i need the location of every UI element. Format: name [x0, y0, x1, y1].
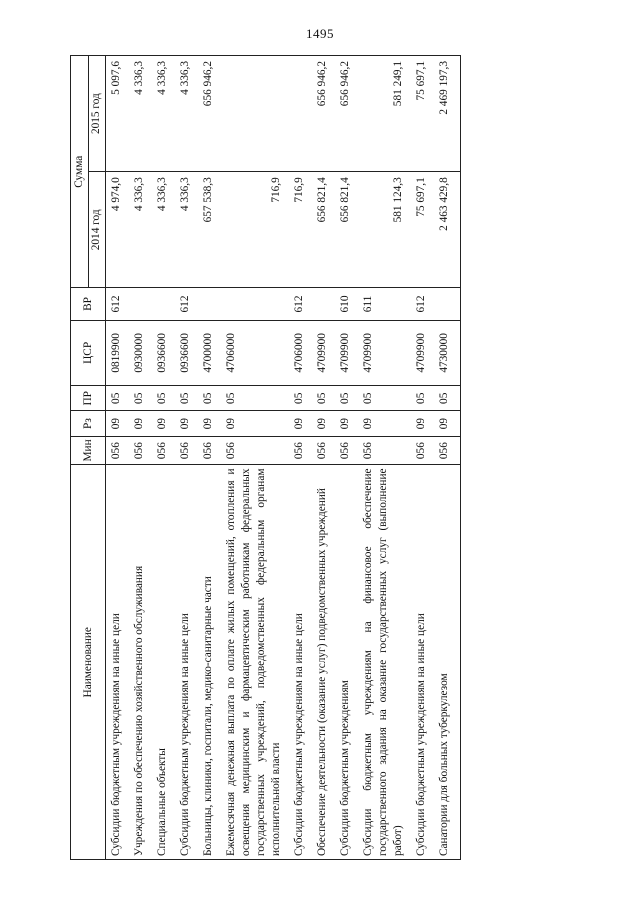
cell-vr: 612	[106, 288, 133, 320]
cell-csr: 0936600	[155, 320, 178, 386]
cell-pr: 05	[338, 386, 361, 411]
cell-csr: 4709900	[361, 320, 414, 386]
cell-sum-2015: 75 697,1	[414, 56, 437, 172]
cell-vr: 611	[361, 288, 414, 320]
cell-rz: 09	[155, 411, 178, 436]
cell-rz: 09	[224, 411, 292, 436]
cell-vr	[132, 288, 155, 320]
cell-rz: 09	[178, 411, 201, 436]
page-number: 1495	[306, 26, 334, 41]
cell-vr	[315, 288, 338, 320]
cell-name: Обеспечение деятельности (оказание услуг) подведомственных учреждений	[315, 465, 338, 860]
cell-min: 056	[292, 436, 315, 465]
cell-name: Ежемесячная денежная выплата по оплате жилых помещений, отопления и освещения медицинским и фармацевтическим работникам федеральных государственных учреждений, подведомственных федеральным органам исполнительной власти	[224, 465, 292, 860]
cell-rz: 09	[292, 411, 315, 436]
cell-min: 056	[315, 436, 338, 465]
cell-csr: 4730000	[437, 320, 461, 386]
cell-csr: 4709900	[414, 320, 437, 386]
cell-sum-2015: 656 946,2	[315, 56, 338, 172]
cell-sum-2015: 4 336,3	[155, 56, 178, 172]
cell-sum-2014: 4 336,3	[178, 172, 201, 288]
budget-table	[70, 55, 461, 860]
cell-sum-2014: 4 974,0	[106, 172, 133, 288]
cell-sum-2015: 656 946,2	[338, 56, 361, 172]
cell-pr: 05	[437, 386, 461, 411]
cell-sum-2014: 4 336,3	[155, 172, 178, 288]
header-min: Мин	[71, 436, 106, 465]
cell-name: Санатории для больных туберкулезом	[437, 465, 461, 860]
cell-min: 056	[106, 436, 133, 465]
cell-sum-2015	[292, 56, 315, 172]
header-vr: ВР	[71, 288, 106, 320]
cell-min: 056	[224, 436, 292, 465]
table-row	[338, 56, 361, 860]
cell-name: Субсидии бюджетным учреждениям	[338, 465, 361, 860]
cell-rz: 09	[338, 411, 361, 436]
cell-sum-2014: 581 124,3	[361, 172, 414, 288]
cell-pr: 05	[224, 386, 292, 411]
cell-min: 056	[361, 436, 414, 465]
cell-pr: 05	[178, 386, 201, 411]
table-row	[178, 56, 201, 860]
rotated-table-container	[70, 55, 575, 860]
header-rz: Рз	[71, 411, 106, 436]
table-row	[132, 56, 155, 860]
cell-rz: 09	[361, 411, 414, 436]
cell-rz: 09	[132, 411, 155, 436]
cell-rz: 09	[414, 411, 437, 436]
cell-sum-2015: 2 469 197,3	[437, 56, 461, 172]
cell-pr: 05	[315, 386, 338, 411]
cell-vr: 610	[338, 288, 361, 320]
cell-name: Учреждения по обеспечению хозяйственного обслуживания	[132, 465, 155, 860]
cell-vr	[155, 288, 178, 320]
cell-sum-2015: 4 336,3	[132, 56, 155, 172]
cell-rz: 09	[106, 411, 133, 436]
header-pr: ПР	[71, 386, 106, 411]
cell-min: 056	[132, 436, 155, 465]
cell-name: Больницы, клиники, госпитали, медико-санитарные части	[201, 465, 224, 860]
cell-csr: 4709900	[315, 320, 338, 386]
cell-csr: 0819900	[106, 320, 133, 386]
cell-csr: 4709900	[338, 320, 361, 386]
cell-min: 056	[155, 436, 178, 465]
cell-sum-2014: 4 336,3	[132, 172, 155, 288]
cell-min: 056	[437, 436, 461, 465]
cell-name: Субсидии бюджетным учреждениям на иные цели	[292, 465, 315, 860]
cell-vr	[224, 288, 292, 320]
cell-sum-2014: 716,9	[224, 172, 292, 288]
cell-sum-2015: 4 336,3	[178, 56, 201, 172]
cell-csr: 4706000	[292, 320, 315, 386]
cell-sum-2014: 657 538,3	[201, 172, 224, 288]
table-body	[106, 56, 461, 860]
cell-csr: 0930000	[132, 320, 155, 386]
header-2015: 2015 год	[88, 56, 106, 172]
table-header	[71, 56, 106, 860]
cell-pr: 05	[292, 386, 315, 411]
cell-name: Специальные объекты	[155, 465, 178, 860]
cell-rz: 09	[315, 411, 338, 436]
cell-pr: 05	[361, 386, 414, 411]
cell-vr: 612	[292, 288, 315, 320]
cell-sum-2015: 5 097,6	[106, 56, 133, 172]
cell-csr: 4706000	[224, 320, 292, 386]
cell-min: 056	[201, 436, 224, 465]
cell-name: Субсидии бюджетным учреждениям на иные цели	[414, 465, 437, 860]
cell-name: Субсидии бюджетным учреждениям на иные цели	[178, 465, 201, 860]
cell-sum-2014: 656 821,4	[315, 172, 338, 288]
table-row	[414, 56, 437, 860]
table-row	[201, 56, 224, 860]
table-row	[292, 56, 315, 860]
table-row	[361, 56, 414, 860]
cell-sum-2015: 581 249,1	[361, 56, 414, 172]
cell-min: 056	[178, 436, 201, 465]
cell-min: 056	[338, 436, 361, 465]
cell-name: Субсидии бюджетным учреждениям на финансовое обеспечение государственного задания на оказание государственных услуг (выполнение работ)	[361, 465, 414, 860]
cell-rz: 09	[201, 411, 224, 436]
cell-sum-2014: 75 697,1	[414, 172, 437, 288]
cell-csr: 0936600	[178, 320, 201, 386]
header-2014: 2014 год	[88, 172, 106, 288]
header-sum: Сумма	[71, 56, 89, 288]
cell-rz: 09	[437, 411, 461, 436]
cell-min: 056	[414, 436, 437, 465]
cell-sum-2014: 716,9	[292, 172, 315, 288]
cell-pr: 05	[106, 386, 133, 411]
table-row	[106, 56, 133, 860]
cell-pr: 05	[414, 386, 437, 411]
header-name: Наименование	[71, 465, 106, 860]
cell-csr: 4700000	[201, 320, 224, 386]
cell-sum-2015	[224, 56, 292, 172]
table-row	[155, 56, 178, 860]
cell-pr: 05	[155, 386, 178, 411]
cell-vr: 612	[414, 288, 437, 320]
cell-sum-2014: 656 821,4	[338, 172, 361, 288]
cell-pr: 05	[201, 386, 224, 411]
cell-vr	[201, 288, 224, 320]
cell-pr: 05	[132, 386, 155, 411]
table-row	[224, 56, 292, 860]
cell-name: Субсидии бюджетным учреждениям на иные цели	[106, 465, 133, 860]
table-row	[315, 56, 338, 860]
cell-sum-2014: 2 463 429,8	[437, 172, 461, 288]
cell-vr: 612	[178, 288, 201, 320]
table-row	[437, 56, 461, 860]
cell-vr	[437, 288, 461, 320]
header-csr: ЦСР	[71, 320, 106, 386]
cell-sum-2015: 656 946,2	[201, 56, 224, 172]
